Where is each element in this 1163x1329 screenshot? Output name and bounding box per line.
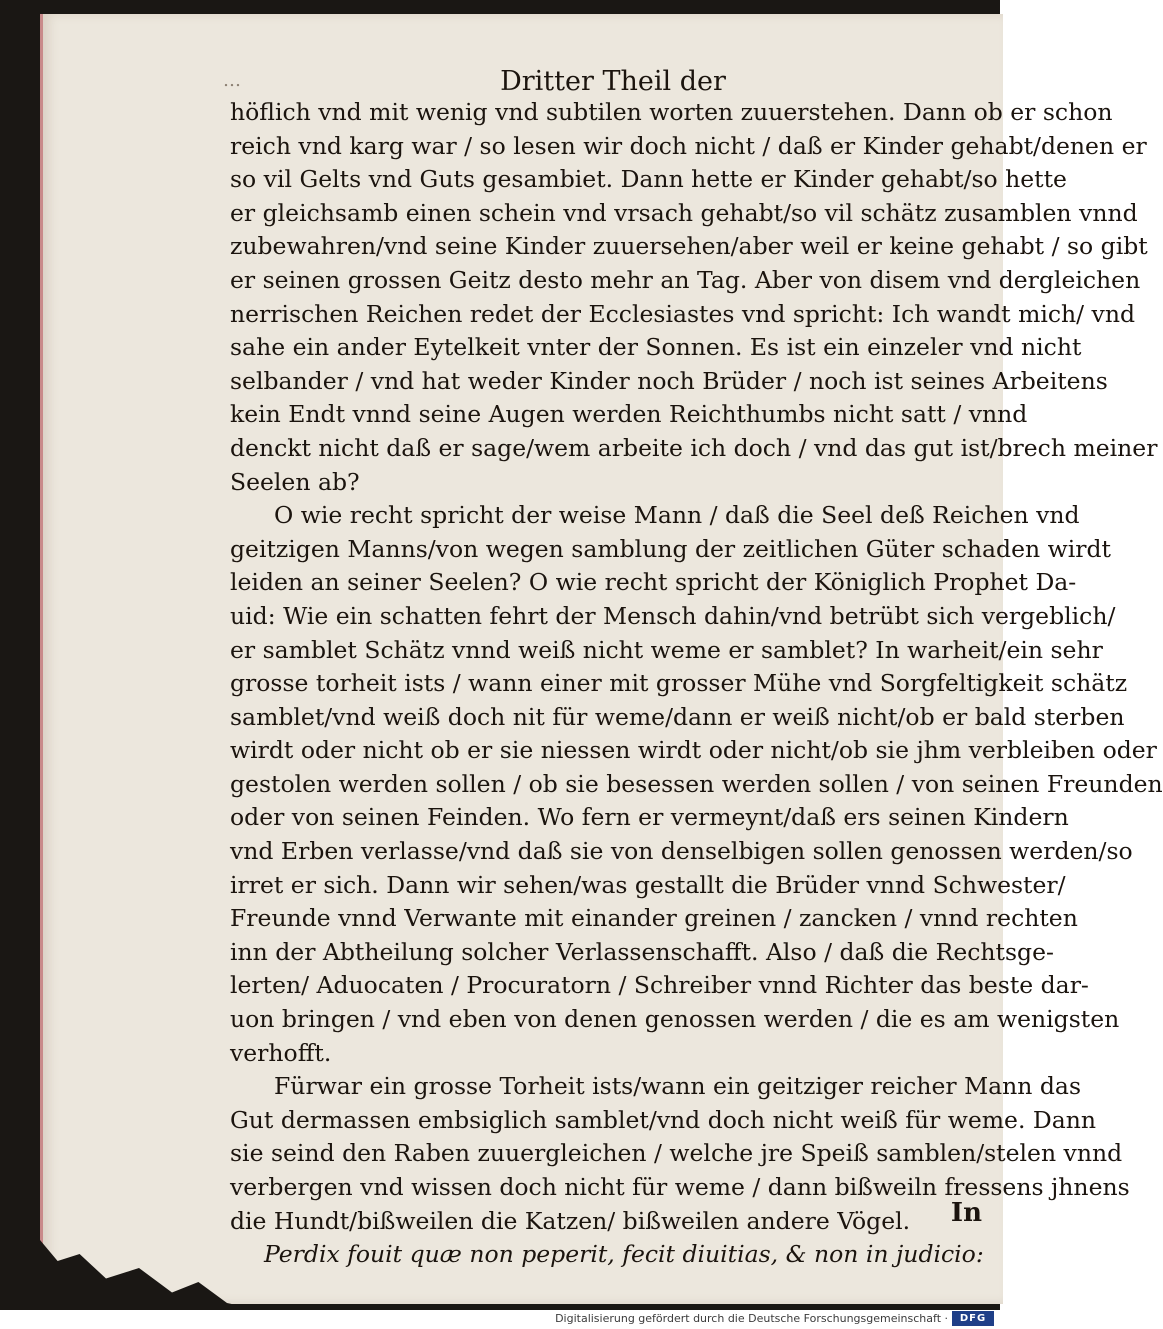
text-line: die Hundt/bißweilen die Katzen/ bißweilen andere Vögel.	[230, 1206, 911, 1235]
page-title: Dritter Theil der	[500, 66, 726, 97]
latin-quote-line: Perdix fouit quæ non peperit, fecit diuitias, & non in judicio:	[264, 1240, 984, 1269]
text-line: uid: Wie ein schatten fehrt der Mensch dahin/vnd betrübt sich vergeblich/	[230, 601, 1116, 630]
text-line: wirdt oder nicht ob er sie niessen wirdt oder nicht/ob sie jhm verbleiben oder	[230, 736, 1157, 765]
text-line: lerten/ Aduocaten / Procuratorn / Schreiber vnnd Richter das beste dar-	[230, 971, 1089, 1000]
text-line: grosse torheit ists / wann einer mit grosser Mühe vnd Sorgfeltigkeit schätz	[230, 669, 1128, 698]
text-line: reich vnd karg war / so lesen wir doch nicht / daß er Kinder gehabt/denen er	[230, 131, 1147, 160]
running-header	[43, 66, 1003, 97]
text-line: samblet/vnd weiß doch nit für weme/dann er weiß nicht/ob er bald sterben	[230, 702, 1125, 731]
margin-mark: …	[223, 70, 241, 91]
dfg-logo-icon[interactable]: DFG	[952, 1311, 994, 1326]
text-line: geitzigen Manns/von wegen samblung der zeitlichen Güter schaden wirdt	[230, 534, 1111, 563]
text-line: Gut dermassen embsiglich samblet/vnd doch nicht weiß für weme. Dann	[230, 1105, 1097, 1134]
text-line: gestolen werden sollen / ob sie besessen werden sollen / von seinen Freunden	[230, 769, 1163, 798]
text-line: denckt nicht daß er sage/wem arbeite ich doch / vnd das gut ist/brech meiner	[230, 433, 1158, 462]
text-line: er seinen grossen Geitz desto mehr an Tag. Aber von disem vnd dergleichen	[230, 265, 1141, 294]
text-line: Seelen ab?	[230, 467, 360, 496]
body-text	[230, 96, 1163, 1272]
text-line: sahe ein ander Eytelkeit vnter der Sonnen. Es ist ein einzeler vnd nicht	[230, 333, 1082, 362]
text-line: Freunde vnnd Verwante mit einander greinen / zancken / vnnd rechten	[230, 904, 1078, 933]
text-line: er samblet Schätz vnnd weiß nicht weme er samblet? In warheit/ein sehr	[230, 635, 1103, 664]
text-line: inn der Abtheilung solcher Verlassenschafft. Also / daß die Rechtsge-	[230, 937, 1054, 966]
text-line: leiden an seiner Seelen? O wie recht spricht der Königlich Prophet Da-	[230, 568, 1077, 597]
text-line: Fürwar ein grosse Torheit ists/wann ein geitziger reicher Mann das	[274, 1072, 1081, 1101]
footer-bar	[0, 1310, 1000, 1329]
text-line: verbergen vnd wissen doch nicht für weme / dann bißweiln fressens jhnens	[230, 1173, 1130, 1201]
text-line: höflich vnd mit wenig vnd subtilen worten zuuerstehen. Dann ob er schon	[230, 98, 1113, 126]
text-line: zubewahren/vnd seine Kinder zuuersehen/aber weil er keine gehabt / so gibt	[230, 232, 1148, 261]
text-line: uon bringen / vnd eben von denen genossen werden / die es am wenigsten	[230, 1005, 1120, 1034]
text-line: verhofft.	[230, 1038, 332, 1067]
text-line: O wie recht spricht der weise Mann / daß die Seel deß Reichen vnd	[274, 501, 1080, 530]
funding-credit[interactable]: Digitalisierung gefördert durch die Deutsche Forschungsgemeinschaft ·	[555, 1312, 948, 1325]
text-line: so vil Gelts vnd Guts gesambiet. Dann hette er Kinder gehabt/so hette	[230, 165, 1067, 194]
text-line: er gleichsamb einen schein vnd vrsach gehabt/so vil schätz zusamblen vnnd	[230, 198, 1138, 227]
catchword: In	[950, 1198, 982, 1228]
text-line: kein Endt vnnd seine Augen werden Reichthumbs nicht satt / vnnd	[230, 400, 1028, 429]
text-line: sie seind den Raben zuuergleichen / welche jre Speiß samblen/stelen vnnd	[230, 1139, 1123, 1168]
text-line: selbander / vnd hat weder Kinder noch Brüder / noch ist seines Arbeitens	[230, 366, 1108, 395]
text-line: irret er sich. Dann wir sehen/was gestallt die Brüder vnnd Schwester/	[230, 870, 1066, 899]
text-line: nerrischen Reichen redet der Ecclesiastes vnd spricht: Ich wandt mich/ vnd	[230, 299, 1136, 328]
text-line: vnd Erben verlasse/vnd daß sie von denselbigen sollen genossen werden/so	[230, 837, 1133, 866]
text-line: oder von seinen Feinden. Wo fern er vermeynt/daß ers seinen Kindern	[230, 803, 1069, 832]
